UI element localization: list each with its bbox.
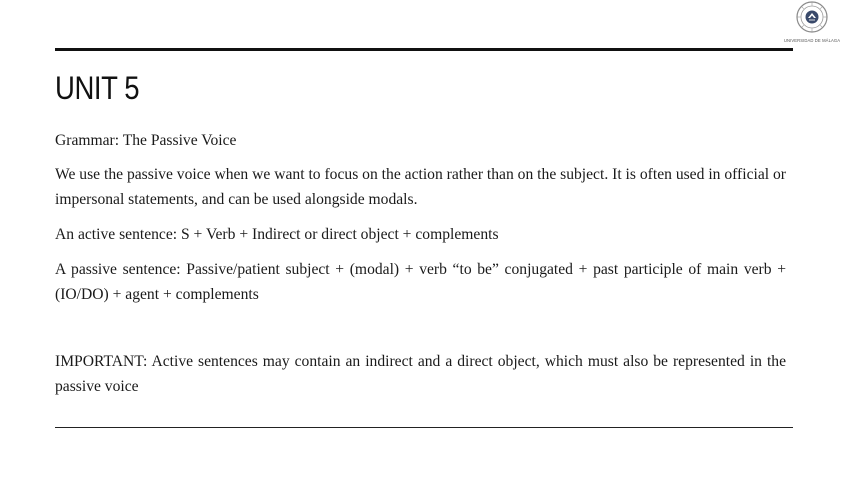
grammar-heading: Grammar: The Passive Voice [55, 132, 237, 149]
active-sentence-structure: An active sentence: S + Verb + Indirect or direct object + complements [55, 226, 499, 243]
passive-sentence-structure: A passive sentence: Passive/patient subject + (modal) + verb “to be” conjugated + past participle of main verb + (IO/DO) + agent + complements [55, 261, 786, 303]
passive-voice-explanation: We use the passive voice when we want to focus on the action rather than on the subject. It is often used in official or impersonal statements, and can be used alongside modals. [55, 166, 786, 208]
university-seal-icon [782, 0, 842, 40]
top-divider [55, 48, 793, 51]
bottom-divider [55, 427, 793, 428]
logo-caption: UNIVERSIDAD DE MÁLAGA [783, 38, 841, 43]
slide-title: UNIT 5 [55, 70, 140, 106]
important-note: IMPORTANT: Active sentences may contain an indirect and a direct object, which must also be represented in the passive voice [55, 353, 786, 395]
university-logo [782, 0, 842, 48]
